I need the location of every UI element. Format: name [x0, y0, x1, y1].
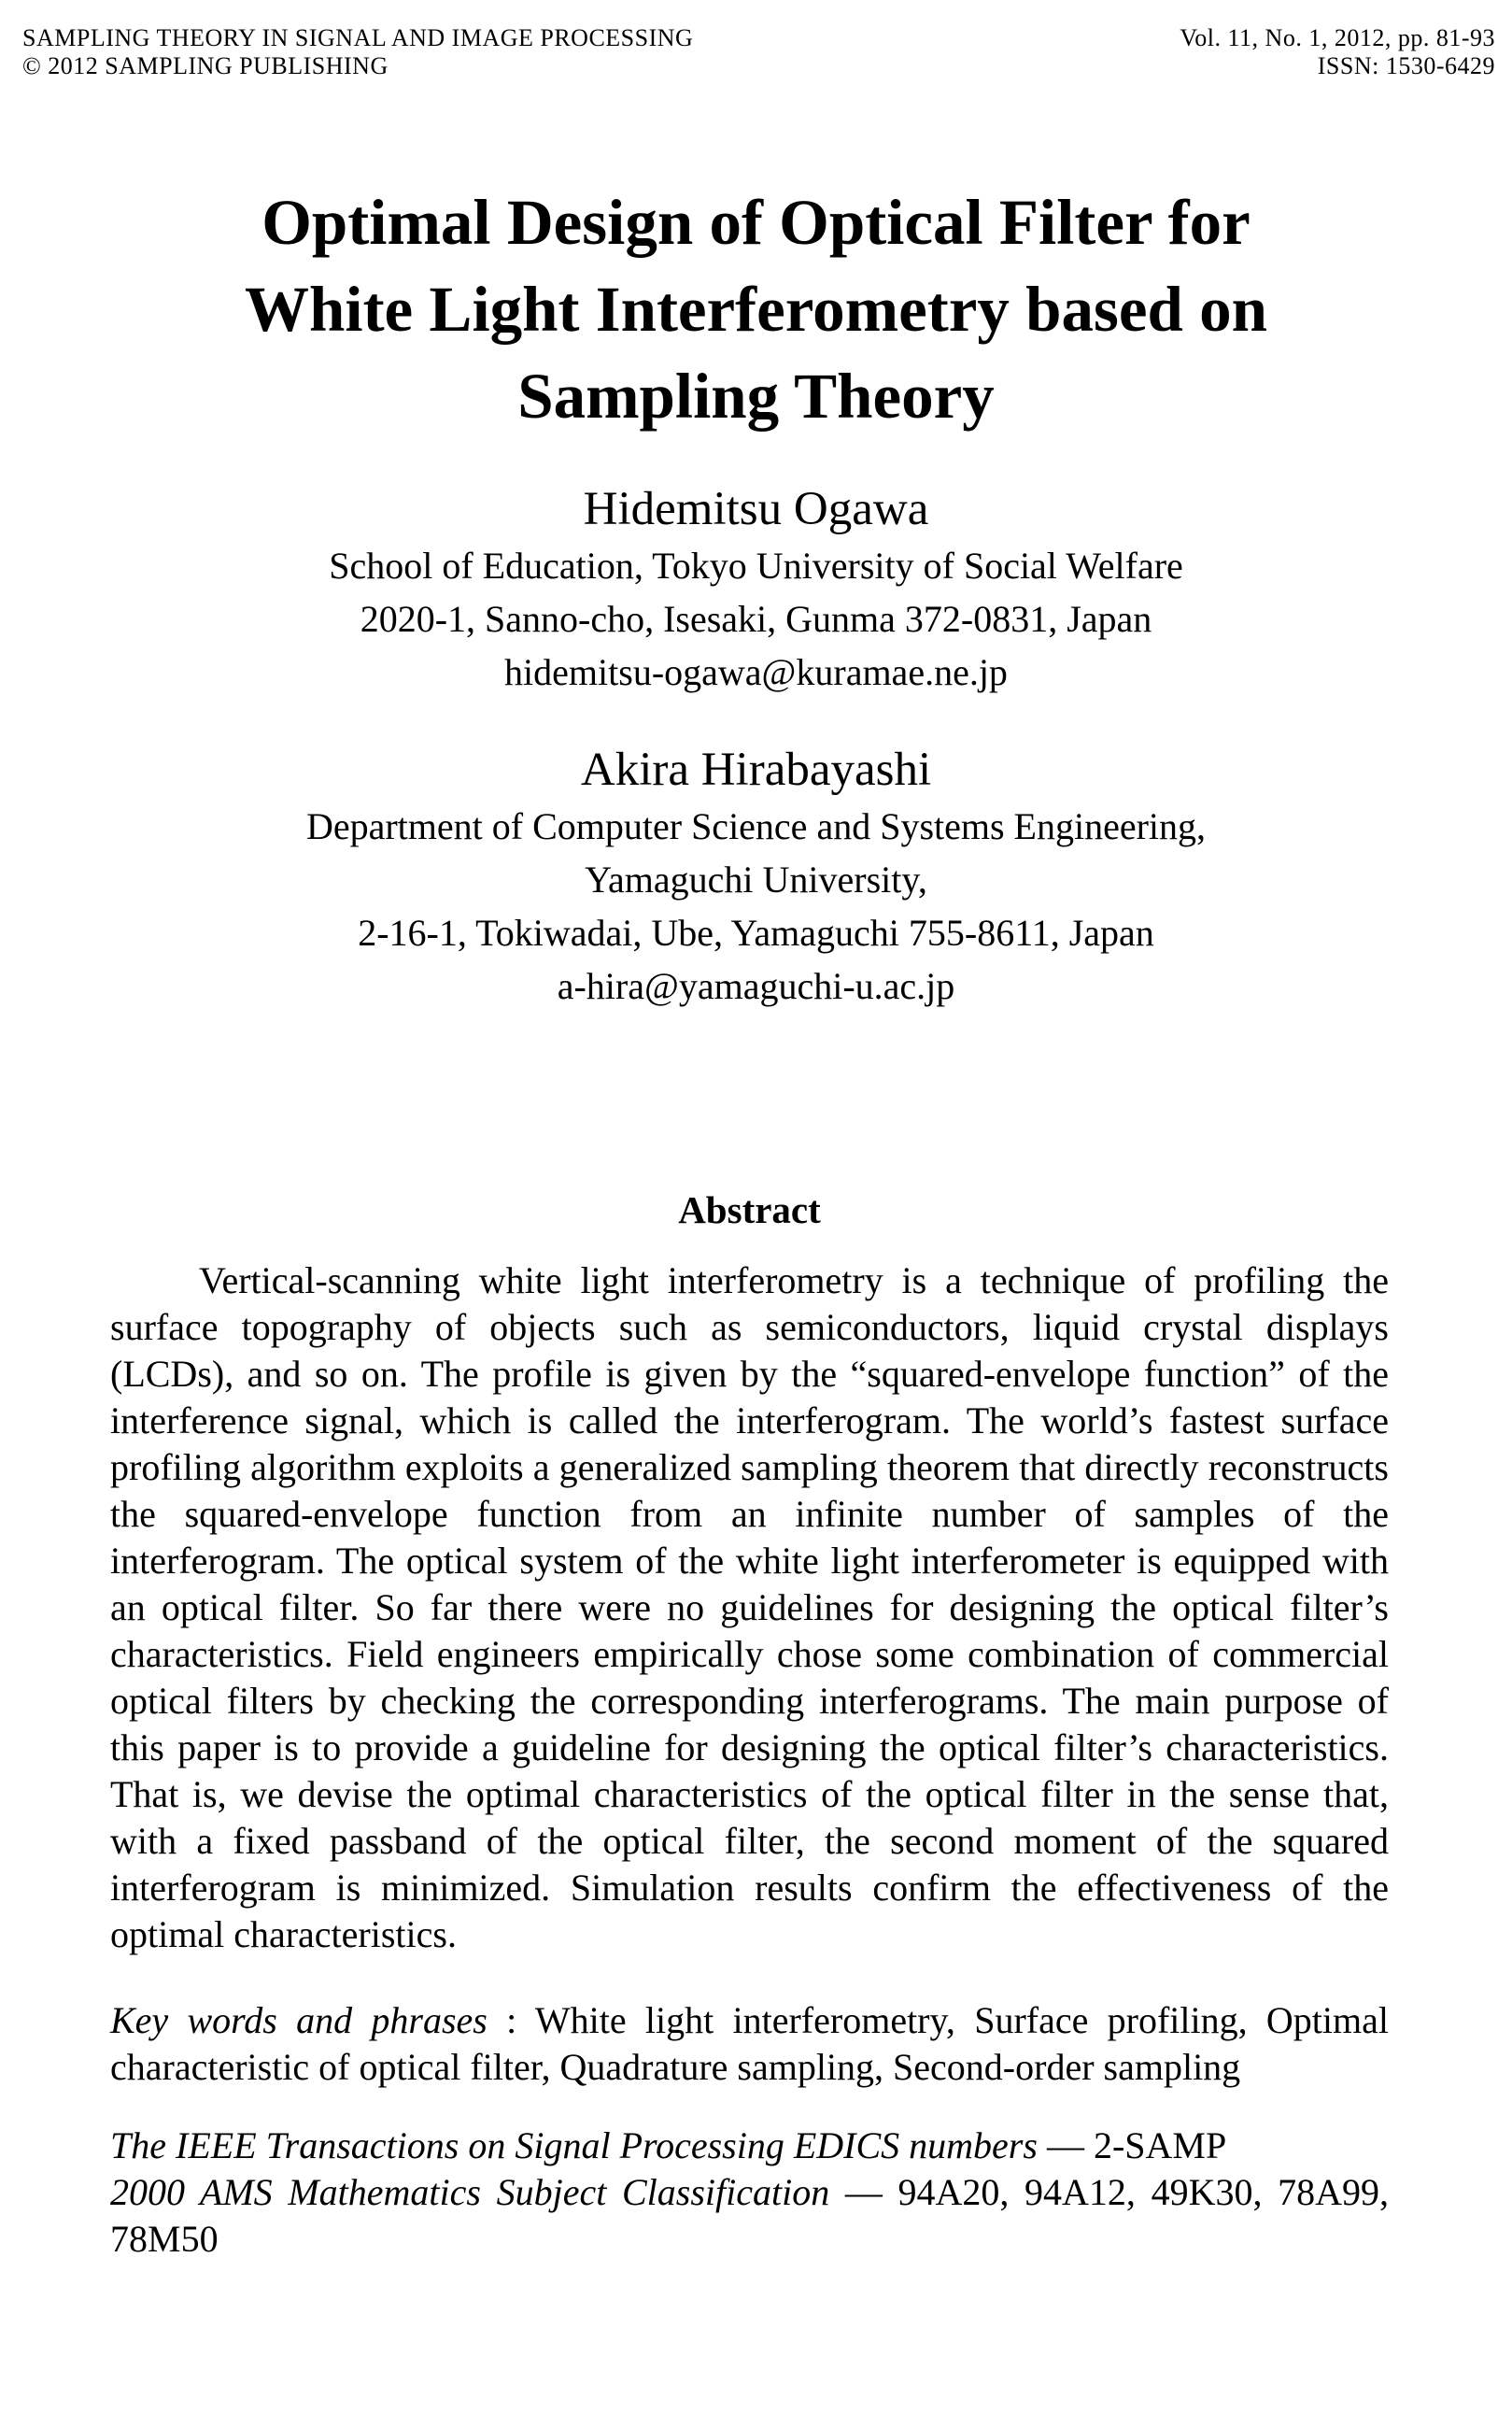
edics-line: [110, 2123, 1389, 2169]
edics-value: 2-SAMP: [1093, 2124, 1227, 2166]
journal-header-right: [1180, 24, 1495, 80]
volume-info: Vol. 11, No. 1, 2012, pp. 81-93: [1180, 24, 1495, 51]
author-affiliation-hirabayashi-2: Yamaguchi University,: [585, 859, 927, 901]
issn-line: ISSN: 1530-6429: [1317, 52, 1495, 79]
abstract-heading: Abstract: [678, 1188, 821, 1231]
author-affiliation-ogawa-1: School of Education, Tokyo University of Social Welfare: [329, 545, 1183, 587]
abstract-text: Vertical-scanning white light interferometry is a technique of profiling the surface topography of objects such as semiconductors, liquid crystal displays (LCDs), and so on. The profile is given by the “squared-envelope function” of the interference signal, which is called the interferogram. The world’s fastest surface profiling algorithm exploits a generalized sampling theorem that directly reconstructs the squared-envelope function from an infinite number of samples of the interferogram. The optical system of the white light interferometer is equipped with an optical filter. So far there were no guidelines for designing the optical filter’s characteristics. Field engineers empirically chose some combination of commercial optical filters by checking the corresponding interferograms. The main purpose of this paper is to provide a guideline for designing the optical filter’s characteristics. That is, we devise the optimal characteristics of the optical filter in the sense that, with a fixed passband of the optical filter, the second moment of the squared interferogram is minimized. Simulation results confirm the effectiveness of the optimal characteristics.: [110, 1259, 1389, 1955]
classification-block: [110, 2123, 1389, 2263]
author-name-ogawa: Hidemitsu Ogawa: [583, 483, 929, 535]
paper-title-line-2: White Light Interferometry based on: [245, 274, 1267, 345]
ams-dash: —: [829, 2171, 898, 2213]
paper-title: [56, 179, 1456, 440]
keywords-list: White light interferometry, Surface profiling, Optimal characteristic of optical filter, Quadrature sampling, Second-order sampling: [110, 1999, 1390, 2088]
author-affiliation-hirabayashi-3: 2-16-1, Tokiwadai, Ube, Yamaguchi 755-8611, Japan: [358, 912, 1154, 954]
author-name-hirabayashi: Akira Hirabayashi: [580, 744, 932, 796]
ams-value: 94A20, 94A12, 49K30, 78A99, 78M50: [110, 2171, 1389, 2260]
journal-header-left: [22, 24, 693, 80]
author-email-hirabayashi: a-hira@yamaguchi-u.ac.jp: [557, 965, 955, 1007]
author-block-hirabayashi: [0, 740, 1512, 1013]
author-affiliation-ogawa-2: 2020-1, Sanno-cho, Isesaki, Gunma 372-0831, Japan: [360, 598, 1152, 640]
keywords-label: Key words and phrases: [110, 1999, 488, 2041]
ams-label: 2000 AMS Mathematics Subject Classification: [110, 2171, 830, 2213]
keywords-paragraph: [110, 1997, 1389, 2091]
paper-body-column: [0, 1186, 1512, 2263]
paper-title-line-1: Optimal Design of Optical Filter for: [261, 187, 1251, 258]
author-block-ogawa: [0, 479, 1512, 699]
journal-header: [0, 0, 1512, 80]
paper-title-line-3: Sampling Theory: [517, 361, 995, 432]
edics-dash: —: [1037, 2124, 1094, 2166]
copyright-line: © 2012 SAMPLING PUBLISHING: [22, 52, 389, 79]
journal-name: SAMPLING THEORY IN SIGNAL AND IMAGE PROCESSING: [22, 24, 694, 51]
ams-line: [110, 2169, 1389, 2263]
keywords-separator: :: [487, 1999, 535, 2041]
author-affiliation-hirabayashi-1: Department of Computer Science and Systems Engineering,: [305, 805, 1207, 847]
edics-label: The IEEE Transactions on Signal Processing EDICS numbers: [110, 2124, 1038, 2166]
author-email-ogawa: hidemitsu-ogawa@kuramae.ne.jp: [504, 651, 1008, 693]
